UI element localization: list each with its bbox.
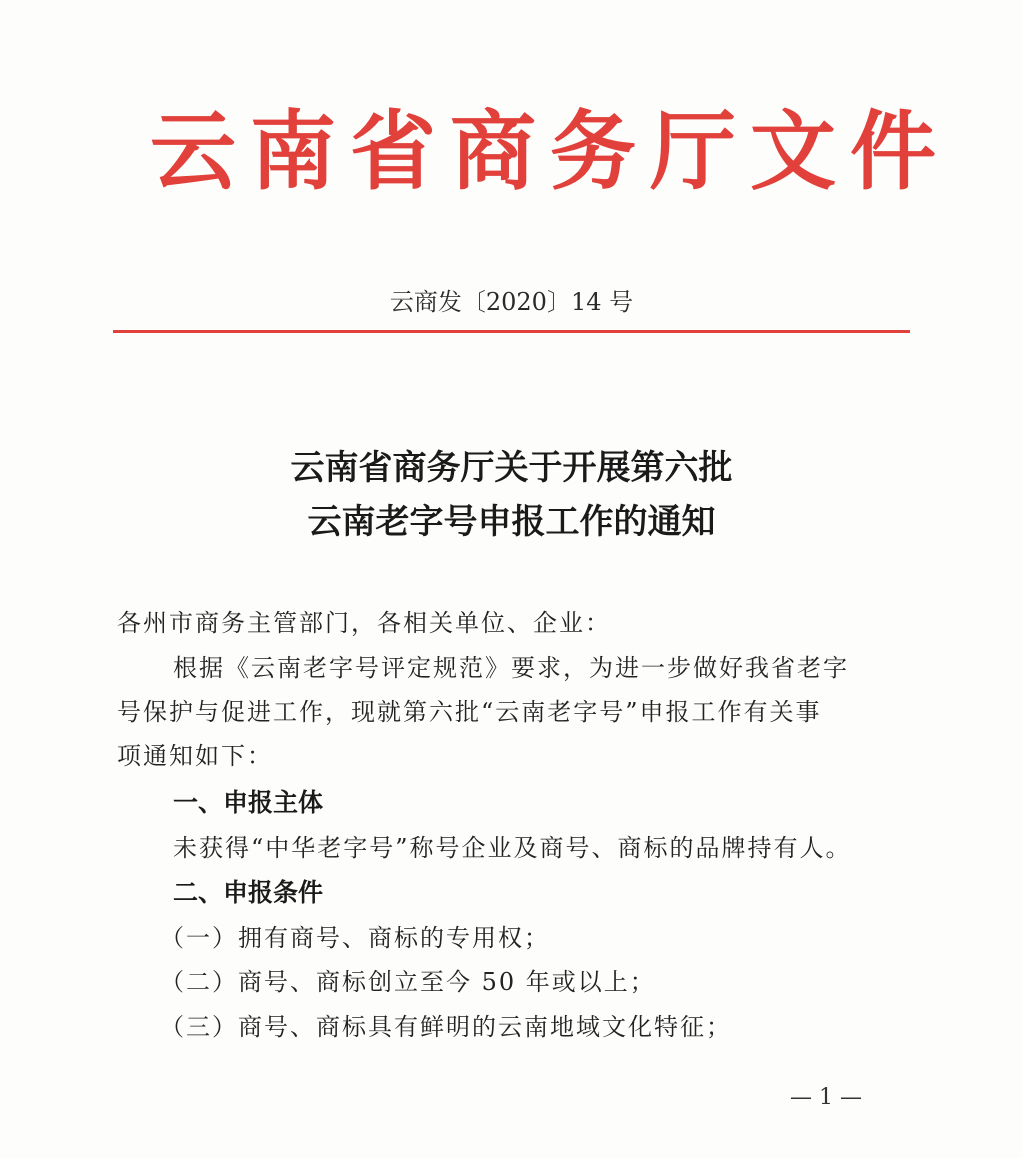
page-number: — 1 — bbox=[790, 1085, 862, 1110]
red-divider-line bbox=[113, 330, 910, 333]
document-number: 云商发〔2020〕14 号 bbox=[389, 288, 634, 316]
document-header-title: 云南省商务厅文件 bbox=[150, 102, 950, 202]
notice-title-line-1: 云南省商务厅关于开展第六批 bbox=[290, 448, 733, 488]
section-1-heading: 一、申报主体 bbox=[173, 788, 324, 817]
section-1-text: 未获得“中华老字号”称号企业及商号、商标的品牌持有人。 bbox=[173, 834, 852, 862]
intro-line-3: 项通知如下： bbox=[117, 742, 273, 770]
notice-title-line-2: 云南老字号申报工作的通知 bbox=[307, 502, 716, 542]
condition-item: （一）拥有商号、商标的专用权； bbox=[160, 924, 550, 952]
section-2-heading: 二、申报条件 bbox=[173, 878, 324, 907]
condition-item: （三）商号、商标具有鲜明的云南地域文化特征； bbox=[160, 1013, 732, 1041]
intro-line-2: 号保护与促进工作，现就第六批“云南老字号”申报工作有关事 bbox=[117, 698, 822, 726]
intro-line-1: 根据《云南老字号评定规范》要求，为进一步做好我省老字 bbox=[173, 654, 849, 682]
condition-item: （二）商号、商标创立至今 50 年或以上； bbox=[160, 968, 656, 996]
salutation: 各州市商务主管部门，各相关单位、企业： bbox=[117, 609, 611, 637]
